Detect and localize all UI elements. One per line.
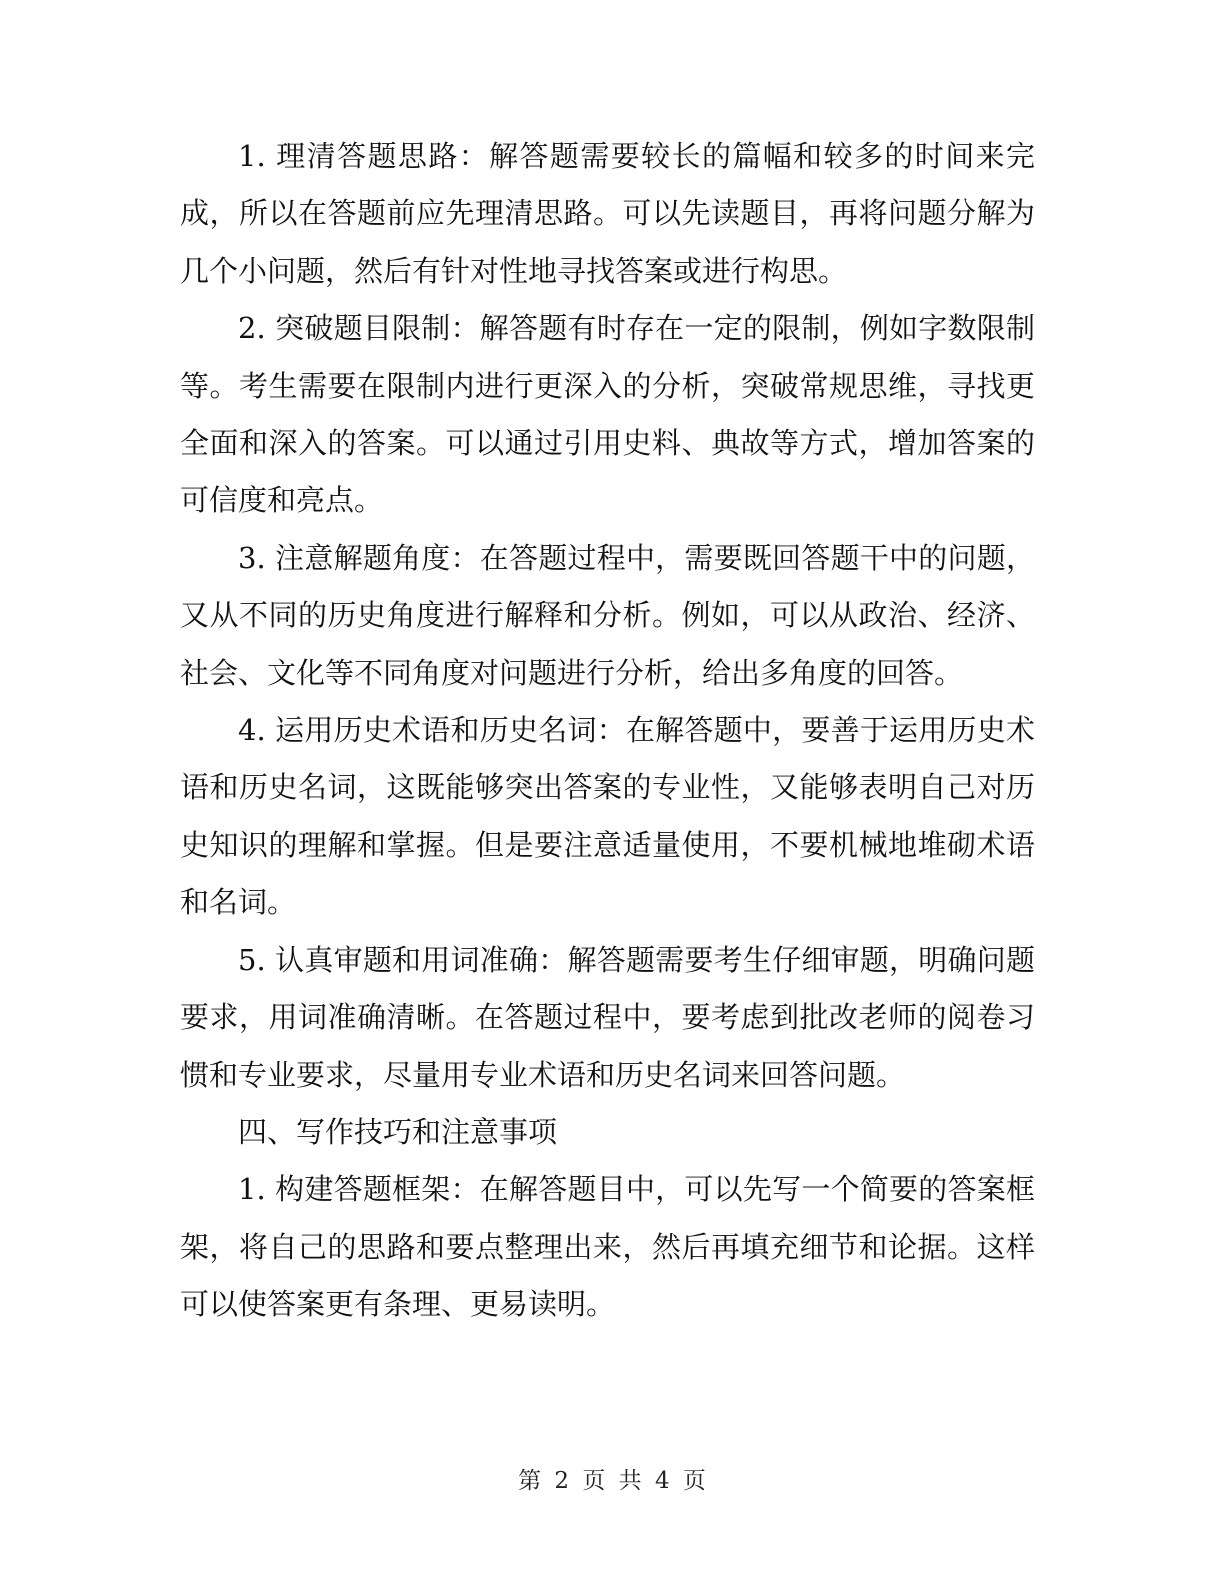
- paragraph-4: 4. 运用历史术语和历史名词：在解答题中，要善于运用历史术语和历史名词，这既能够突出答案的专业性，又能够表明自己对历史知识的理解和掌握。但是要注意适量使用，不要机械地堆砌术语和名词。: [180, 713, 1035, 920]
- page-footer: 第 2 页 共 4 页: [518, 1468, 706, 1494]
- paragraph-5: 5. 认真审题和用词准确：解答题需要考生仔细审题，明确问题要求，用词准确清晰。在答题过程中，要考虑到批改老师的阅卷习惯和专业要求，尽量用专业术语和历史名词来回答问题。: [180, 942, 1035, 1092]
- paragraph-6: 1. 构建答题框架：在解答题目中，可以先写一个简要的答案框架，将自己的思路和要点整理出来，然后再填充细节和论据。这样可以使答案更有条理、更易读明。: [180, 1172, 1035, 1322]
- document-body: [180, 128, 1035, 1334]
- paragraph-1: 1. 理清答题思路：解答题需要较长的篇幅和较多的时间来完成，所以在答题前应先理清思路。可以先读题目，再将问题分解为几个小问题，然后有针对性地寻找答案或进行构思。: [180, 139, 1035, 288]
- paragraph-2: 2. 突破题目限制：解答题有时存在一定的限制，例如字数限制等。考生需要在限制内进行更深入的分析，突破常规思维，寻找更全面和深入的答案。可以通过引用史料、典故等方式，增加答案的可信度和亮点。: [180, 311, 1035, 518]
- paragraph-3: 3. 注意解题角度：在答题过程中，需要既回答题干中的问题，又从不同的历史角度进行解释和分析。例如，可以从政治、经济、社会、文化等不同角度对问题进行分析，给出多角度的回答。: [180, 540, 1035, 690]
- section-heading: 四、写作技巧和注意事项: [238, 1114, 558, 1149]
